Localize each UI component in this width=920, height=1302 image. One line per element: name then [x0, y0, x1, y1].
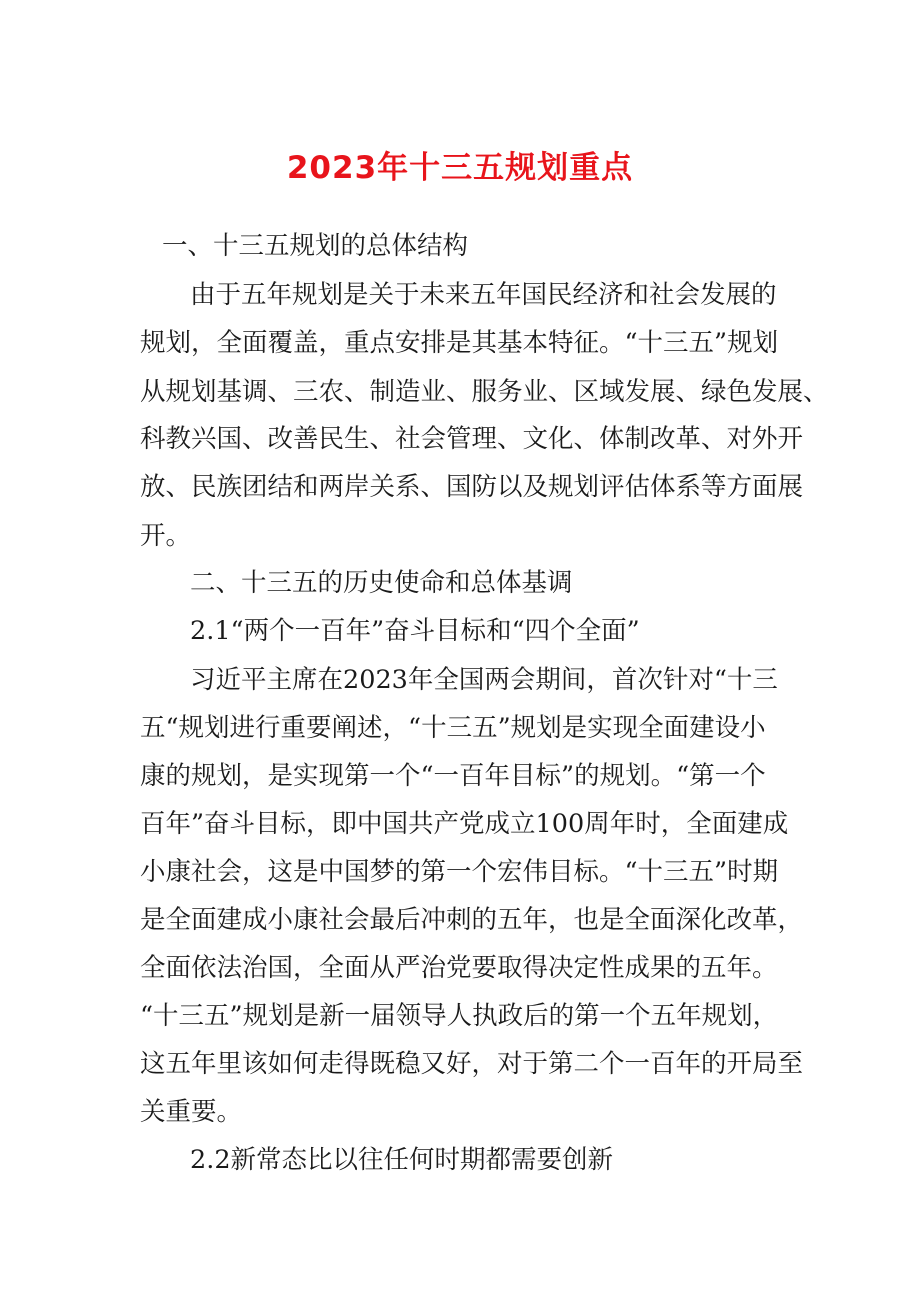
paragraph-line: “十三五”规划是新一届领导人执政后的第一个五年规划， — [140, 1001, 779, 1031]
paragraph-line: 科教兴国、改善民生、社会管理、文化、体制改革、对外开 — [140, 424, 804, 454]
paragraph-line: 由于五年规划是关于未来五年国民经济和社会发展的 — [190, 280, 777, 310]
section-heading-2: 二、十三五的历史使命和总体基调 — [190, 568, 573, 598]
subsection-heading-2-2: 2.2新常态比以往任何时期都需要创新 — [190, 1145, 614, 1175]
paragraph-line: 习近平主席在2023年全国两会期间，首次针对“十三 — [190, 665, 778, 695]
paragraph-line: 这五年里该如何走得既稳又好，对于第二个一百年的开局至 — [140, 1049, 804, 1079]
paragraph-line: 小康社会，这是中国梦的第一个宏伟目标。“十三五”时期 — [140, 857, 779, 887]
paragraph-line: 从规划基调、三农、制造业、服务业、区域发展、绿色发展、 — [140, 377, 829, 407]
paragraph-line: 关重要。 — [140, 1097, 243, 1127]
subsection-heading-2-1: 2.1“两个一百年”奋斗目标和“四个全面” — [190, 616, 640, 646]
section-heading-1: 一、十三五规划的总体结构 — [162, 231, 469, 261]
paragraph-line: 全面依法治国，全面从严治党要取得决定性成果的五年。 — [140, 953, 778, 983]
paragraph-line: 百年”奋斗目标，即中国共产党成立100周年时，全面建成 — [140, 809, 789, 839]
paragraph-line: 规划，全面覆盖，重点安排是其基本特征。“十三五”规划 — [140, 328, 779, 358]
paragraph-line: 开。 — [140, 521, 192, 551]
paragraph-line: 五“规划进行重要阐述，“十三五”规划是实现全面建设小 — [140, 713, 766, 743]
paragraph-line: 放、民族团结和两岸关系、国防以及规划评估体系等方面展 — [140, 472, 804, 502]
paragraph-line: 康的规划，是实现第一个“一百年目标”的规划。“第一个 — [140, 761, 766, 791]
document-title: 2023年十三五规划重点 — [286, 150, 634, 186]
paragraph-line: 是全面建成小康社会最后冲刺的五年，也是全面深化改革， — [140, 905, 804, 935]
